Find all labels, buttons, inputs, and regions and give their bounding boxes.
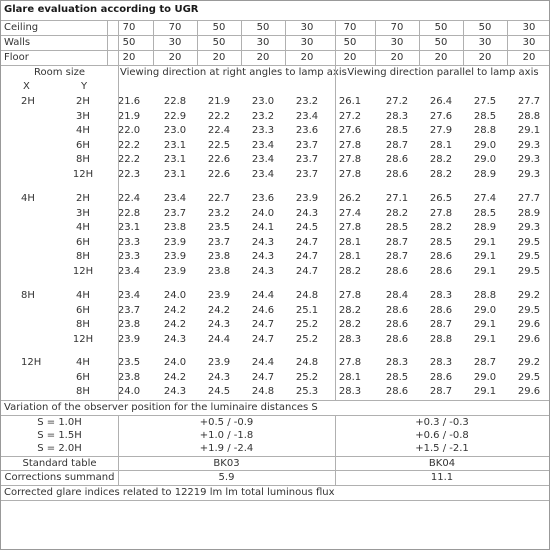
ugr-value: 27.8: [338, 169, 362, 180]
variation-right-angles: +1.0 / -1.8: [199, 430, 254, 441]
ugr-value: 28.6: [429, 251, 453, 262]
ugr-value: 28.4: [385, 290, 409, 301]
ugr-value: 29.1: [473, 319, 497, 330]
ugr-value: 29.6: [517, 334, 541, 345]
column-divider: [241, 21, 242, 65]
room-y-value: 6H: [76, 237, 90, 248]
ugr-value: 24.7: [295, 266, 319, 277]
ugr-value: 23.4: [251, 154, 275, 165]
footer-note: Corrected glare indices related to 12219 lm lm total luminous flux: [4, 487, 335, 498]
walls-label: Walls: [4, 37, 31, 48]
ugr-value: 22.8: [163, 96, 187, 107]
ugr-value: 21.9: [117, 111, 141, 122]
variation-right-angles: +0.5 / -0.9: [199, 417, 254, 428]
ugr-value: 23.4: [295, 111, 319, 122]
ugr-value: 28.1: [338, 237, 362, 248]
ugr-value: 28.2: [429, 154, 453, 165]
ugr-value: 23.5: [207, 222, 231, 233]
room-y-value: 3H: [76, 111, 90, 122]
ugr-value: 22.5: [207, 140, 231, 151]
ugr-value: 23.4: [117, 290, 141, 301]
ugr-value: 29.1: [517, 125, 541, 136]
ugr-value: 24.5: [207, 386, 231, 397]
ugr-value: 28.6: [385, 169, 409, 180]
ugr-value: 23.8: [117, 372, 141, 383]
column-divider: [285, 21, 286, 65]
ugr-value: 29.0: [473, 305, 497, 316]
ugr-value: 29.0: [473, 372, 497, 383]
ceiling-value: 70: [122, 22, 136, 33]
ugr-value: 23.8: [117, 319, 141, 330]
ugr-value: 28.6: [385, 266, 409, 277]
ceiling-label: Ceiling: [4, 22, 39, 33]
ugr-value: 24.4: [251, 290, 275, 301]
ugr-value: 26.5: [429, 193, 453, 204]
walls-value: 50: [122, 37, 136, 48]
ugr-value: 24.2: [163, 372, 187, 383]
variation-parallel: +1.5 / -2.1: [415, 443, 469, 454]
ugr-value: 28.8: [517, 111, 541, 122]
ugr-value: 27.8: [338, 290, 362, 301]
luminaire-distance-label: S = 1.0H: [37, 417, 82, 428]
room-y-value: 12H: [72, 334, 94, 345]
room-x-value: 4H: [21, 193, 35, 204]
ugr-value: 23.2: [251, 111, 275, 122]
column-divider: [507, 21, 508, 65]
floor-value: 20: [343, 52, 357, 63]
column-divider: [463, 21, 464, 65]
ugr-value: 28.8: [429, 334, 453, 345]
corrections-right-angles: 5.9: [218, 472, 235, 483]
ugr-value: 27.8: [338, 140, 362, 151]
ugr-value: 25.1: [295, 305, 319, 316]
walls-value: 30: [300, 37, 314, 48]
luminaire-distance-label: S = 2.0H: [37, 443, 82, 454]
ugr-value: 22.6: [207, 154, 231, 165]
walls-value: 50: [212, 37, 226, 48]
ugr-value: 23.7: [295, 140, 319, 151]
ugr-value: 29.3: [517, 154, 541, 165]
ugr-value: 28.2: [338, 266, 362, 277]
viewing-direction-parallel: Viewing direction parallel to lamp axis: [347, 67, 539, 78]
ugr-value: 29.1: [473, 386, 497, 397]
ugr-value: 28.6: [429, 305, 453, 316]
ugr-value: 24.0: [117, 386, 141, 397]
ugr-value: 24.0: [163, 290, 187, 301]
ugr-value: 27.5: [473, 96, 497, 107]
ugr-value: 24.2: [163, 305, 187, 316]
ugr-value: 29.6: [517, 386, 541, 397]
viewing-direction-right-angles: Viewing direction at right angles to lamp axis: [120, 67, 347, 78]
ugr-value: 28.5: [385, 372, 409, 383]
ugr-value: 28.3: [429, 357, 453, 368]
room-y-value: 8H: [76, 154, 90, 165]
ceiling-value: 50: [434, 22, 448, 33]
ugr-value: 27.1: [385, 193, 409, 204]
ugr-value: 24.7: [251, 372, 275, 383]
standard-table-parallel: BK04: [428, 458, 456, 469]
ceiling-value: 30: [522, 22, 536, 33]
room-x-value: 2H: [21, 96, 35, 107]
ugr-value: 27.8: [338, 154, 362, 165]
ugr-value: 23.9: [163, 251, 187, 262]
ugr-value: 22.9: [163, 111, 187, 122]
walls-value: 30: [168, 37, 182, 48]
ugr-value: 28.2: [385, 208, 409, 219]
room-x-value: 12H: [21, 357, 42, 368]
ugr-value: 23.5: [117, 357, 141, 368]
ugr-value: 28.2: [429, 169, 453, 180]
ugr-value: 23.2: [295, 96, 319, 107]
ugr-value: 29.3: [517, 169, 541, 180]
ugr-value: 28.7: [473, 357, 497, 368]
ugr-value: 23.3: [117, 251, 141, 262]
ugr-value: 28.1: [429, 140, 453, 151]
ugr-value: 24.4: [207, 334, 231, 345]
standard-table-right-angles: BK03: [213, 458, 240, 469]
ugr-value: 27.4: [338, 208, 362, 219]
walls-value: 30: [390, 37, 404, 48]
ugr-value: 23.4: [163, 193, 187, 204]
variation-parallel: +0.3 / -0.3: [415, 417, 469, 428]
walls-value: 50: [434, 37, 448, 48]
ugr-value: 27.8: [338, 222, 362, 233]
ugr-value: 28.5: [385, 222, 409, 233]
ugr-value: 24.8: [295, 357, 319, 368]
ugr-value: 25.3: [295, 386, 319, 397]
ugr-value: 24.3: [163, 334, 187, 345]
room-size-label: Room size: [33, 67, 86, 78]
ugr-value: 27.7: [517, 193, 541, 204]
ugr-value: 23.9: [207, 290, 231, 301]
ceiling-value: 30: [300, 22, 314, 33]
floor-value: 20: [300, 52, 314, 63]
floor-value: 20: [122, 52, 136, 63]
ugr-value: 24.3: [295, 208, 319, 219]
ugr-value: 28.5: [385, 125, 409, 136]
variation-right-angles: +1.9 / -2.4: [199, 443, 254, 454]
ugr-value: 28.6: [385, 386, 409, 397]
ugr-value: 29.5: [517, 372, 541, 383]
ugr-value: 23.7: [117, 305, 141, 316]
column-divider: [197, 21, 198, 65]
ugr-value: 23.1: [163, 169, 187, 180]
ugr-value: 28.5: [473, 111, 497, 122]
ugr-value: 28.2: [338, 319, 362, 330]
ugr-value: 28.6: [429, 372, 453, 383]
ceiling-value: 70: [343, 22, 357, 33]
column-divider: [153, 21, 154, 65]
ugr-value: 29.5: [517, 251, 541, 262]
ugr-value: 23.0: [163, 125, 187, 136]
ugr-value: 24.6: [251, 305, 275, 316]
ugr-value: 22.2: [117, 154, 141, 165]
walls-value: 50: [343, 37, 357, 48]
ugr-value: 29.3: [517, 222, 541, 233]
ugr-value: 23.6: [295, 125, 319, 136]
ugr-value: 28.9: [473, 169, 497, 180]
ugr-value: 28.3: [338, 334, 362, 345]
ugr-value: 23.9: [163, 237, 187, 248]
column-divider: [335, 21, 336, 401]
room-y-value: 2H: [76, 193, 90, 204]
room-y-value: 4H: [76, 290, 90, 301]
ugr-value: 23.8: [207, 266, 231, 277]
ugr-value: 28.7: [385, 251, 409, 262]
room-y-value: 4H: [76, 125, 90, 136]
ugr-value: 24.3: [207, 319, 231, 330]
ugr-value: 28.7: [429, 386, 453, 397]
room-y-value: 2H: [76, 96, 90, 107]
ugr-value: 21.9: [207, 96, 231, 107]
ugr-value: 28.7: [429, 319, 453, 330]
ugr-value: 24.0: [163, 357, 187, 368]
column-divider: [335, 416, 336, 485]
ugr-value: 29.3: [517, 140, 541, 151]
ugr-value: 23.8: [207, 251, 231, 262]
ugr-value: 27.2: [338, 111, 362, 122]
column-divider: [107, 21, 108, 65]
ugr-value: 28.6: [385, 334, 409, 345]
ugr-value: 24.3: [207, 372, 231, 383]
corrections-label: Corrections summand: [4, 472, 115, 483]
ugr-value: 23.3: [117, 237, 141, 248]
ugr-value: 27.2: [385, 96, 409, 107]
ugr-value: 23.9: [163, 266, 187, 277]
ceiling-value: 50: [478, 22, 492, 33]
ugr-value: 29.1: [473, 334, 497, 345]
ugr-value: 28.7: [385, 140, 409, 151]
ugr-value: 28.9: [517, 208, 541, 219]
ugr-value: 22.4: [207, 125, 231, 136]
ugr-value: 28.9: [473, 222, 497, 233]
ugr-value: 26.4: [429, 96, 453, 107]
floor-value: 20: [522, 52, 536, 63]
ugr-value: 22.8: [117, 208, 141, 219]
ugr-value: 24.2: [207, 305, 231, 316]
ugr-value: 29.0: [473, 154, 497, 165]
ugr-value: 23.8: [163, 222, 187, 233]
ugr-value: 24.3: [163, 386, 187, 397]
ugr-value: 24.0: [251, 208, 275, 219]
ugr-value: 24.7: [251, 319, 275, 330]
ugr-value: 28.1: [338, 251, 362, 262]
ugr-value: 24.3: [251, 251, 275, 262]
ugr-value: 29.0: [473, 140, 497, 151]
variation-parallel: +0.6 / -0.8: [415, 430, 469, 441]
ugr-value: 25.2: [295, 372, 319, 383]
ugr-value: 27.6: [429, 111, 453, 122]
variation-heading: Variation of the observer position for the luminaire distances S: [4, 402, 318, 413]
room-x-value: 8H: [21, 290, 35, 301]
ugr-value: 22.6: [207, 169, 231, 180]
ugr-value: 28.3: [338, 386, 362, 397]
floor-value: 20: [434, 52, 448, 63]
ugr-value: 27.8: [429, 208, 453, 219]
ugr-value: 29.1: [473, 251, 497, 262]
ugr-value: 24.2: [163, 319, 187, 330]
row-divider: [1, 500, 549, 501]
ugr-value: 23.9: [117, 334, 141, 345]
room-y-value: 12H: [72, 169, 94, 180]
ugr-value: 25.2: [295, 334, 319, 345]
ugr-value: 29.1: [473, 237, 497, 248]
ugr-value: 29.5: [517, 237, 541, 248]
ugr-value: 22.4: [117, 193, 141, 204]
corrections-parallel: 11.1: [430, 472, 454, 483]
ugr-value: 24.8: [295, 290, 319, 301]
floor-value: 20: [212, 52, 226, 63]
ugr-value: 28.3: [429, 290, 453, 301]
ugr-value: 28.5: [473, 208, 497, 219]
ugr-value: 28.3: [385, 357, 409, 368]
walls-value: 30: [478, 37, 492, 48]
ugr-value: 27.9: [429, 125, 453, 136]
ugr-value: 23.4: [251, 140, 275, 151]
ugr-value: 28.2: [338, 305, 362, 316]
room-y-value: 6H: [76, 140, 90, 151]
ugr-value: 27.7: [517, 96, 541, 107]
ugr-value: 29.1: [473, 266, 497, 277]
luminaire-distance-label: S = 1.5H: [37, 430, 82, 441]
ugr-value: 28.2: [429, 222, 453, 233]
ugr-value: 24.7: [295, 251, 319, 262]
column-divider: [375, 21, 376, 65]
ugr-value: 29.5: [517, 305, 541, 316]
ugr-value: 24.3: [251, 266, 275, 277]
ugr-value: 23.6: [251, 193, 275, 204]
room-y-value: 8H: [76, 386, 90, 397]
ugr-value: 28.6: [385, 305, 409, 316]
floor-value: 20: [390, 52, 404, 63]
ugr-value: 24.7: [251, 334, 275, 345]
ceiling-value: 70: [390, 22, 404, 33]
ugr-value: 23.7: [295, 169, 319, 180]
ugr-value: 23.0: [251, 96, 275, 107]
column-divider: [118, 416, 119, 485]
standard-table-label: Standard table: [22, 458, 97, 469]
ugr-value: 22.2: [117, 140, 141, 151]
ugr-value: 27.8: [338, 357, 362, 368]
ugr-value: 23.9: [207, 357, 231, 368]
ugr-value: 23.4: [251, 169, 275, 180]
room-y-value: 8H: [76, 319, 90, 330]
ugr-value: 25.2: [295, 319, 319, 330]
ugr-value: 22.3: [117, 169, 141, 180]
ugr-value: 28.7: [385, 237, 409, 248]
ugr-value: 27.6: [338, 125, 362, 136]
walls-value: 30: [256, 37, 270, 48]
x-column-label: X: [23, 81, 30, 92]
ugr-value: 27.4: [473, 193, 497, 204]
room-y-value: 6H: [76, 305, 90, 316]
ugr-value: 28.1: [338, 372, 362, 383]
ugr-value: 22.7: [207, 193, 231, 204]
ugr-value: 23.9: [295, 193, 319, 204]
floor-label: Floor: [4, 52, 29, 63]
ugr-value: 22.2: [207, 111, 231, 122]
room-y-value: 12H: [72, 266, 94, 277]
ugr-value: 28.6: [385, 154, 409, 165]
ugr-value: 23.1: [163, 154, 187, 165]
floor-value: 20: [168, 52, 182, 63]
ugr-value: 23.7: [207, 237, 231, 248]
ugr-value: 26.1: [338, 96, 362, 107]
ugr-value: 29.2: [517, 290, 541, 301]
ugr-value: 28.5: [429, 237, 453, 248]
ugr-value: 23.2: [207, 208, 231, 219]
ugr-value: 28.8: [473, 125, 497, 136]
ugr-value: 29.2: [517, 357, 541, 368]
ugr-value: 22.0: [117, 125, 141, 136]
room-y-value: 4H: [76, 222, 90, 233]
ugr-value: 21.6: [117, 96, 141, 107]
ceiling-value: 50: [256, 22, 270, 33]
column-divider: [419, 21, 420, 65]
ugr-value: 29.6: [517, 319, 541, 330]
ugr-value: 24.3: [251, 237, 275, 248]
ugr-value: 23.1: [163, 140, 187, 151]
ugr-value: 24.8: [251, 386, 275, 397]
ugr-value: 23.7: [295, 154, 319, 165]
ugr-value: 24.1: [251, 222, 275, 233]
ugr-value: 28.6: [429, 266, 453, 277]
ceiling-value: 70: [168, 22, 182, 33]
page-title: Glare evaluation according to UGR: [4, 4, 199, 15]
ceiling-value: 50: [212, 22, 226, 33]
walls-value: 30: [522, 37, 536, 48]
column-divider: [118, 21, 119, 401]
ugr-value: 24.4: [251, 357, 275, 368]
y-column-label: Y: [81, 81, 88, 92]
ugr-value: 28.8: [473, 290, 497, 301]
room-y-value: 3H: [76, 208, 90, 219]
ugr-value: 26.2: [338, 193, 362, 204]
room-y-value: 4H: [76, 357, 90, 368]
room-y-value: 6H: [76, 372, 90, 383]
ugr-value: 24.5: [295, 222, 319, 233]
room-y-value: 8H: [76, 251, 90, 262]
ugr-value: 24.7: [295, 237, 319, 248]
floor-value: 20: [478, 52, 492, 63]
ugr-value: 28.6: [385, 319, 409, 330]
ugr-value: 23.3: [251, 125, 275, 136]
floor-value: 20: [256, 52, 270, 63]
ugr-value: 28.3: [385, 111, 409, 122]
ugr-value: 23.4: [117, 266, 141, 277]
ugr-value: 23.7: [163, 208, 187, 219]
ugr-value: 23.1: [117, 222, 141, 233]
ugr-value: 29.5: [517, 266, 541, 277]
